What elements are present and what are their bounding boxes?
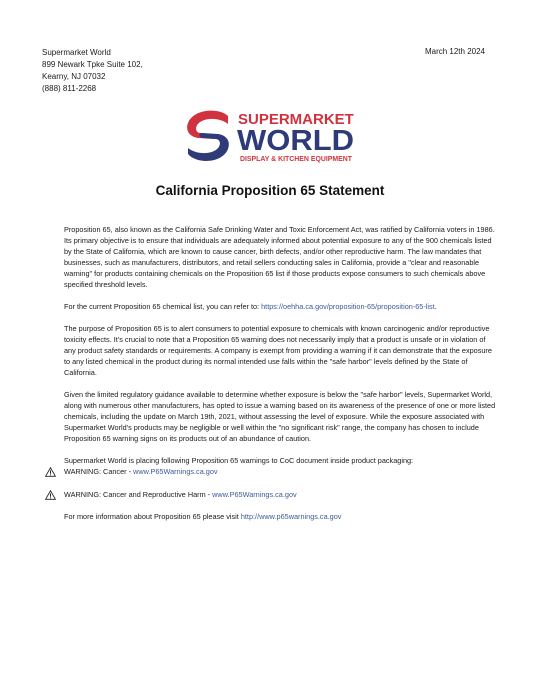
paragraph-purpose: The purpose of Proposition 65 is to alert consumers to potential exposure to chemicals with known carcinogenic and/or reproductive toxicity effects. It's crucial to note that a Proposition 65 warning does not necessarily imply that a product is unsafe or in violation of any product safety standards or requirements. A company is exempt from providing a warning if it can demonstrate that the exposure to any listed chemical in the product during its normal intended use falls within the "safe harbor" levels defined by the State of California.: [64, 324, 492, 377]
chemical-list-end: .: [434, 302, 437, 311]
paragraph-chemical-list: [64, 301, 498, 312]
paragraph-warnings-intro: Supermarket World is placing following Proposition 65 warnings to CoC document inside product packaging:: [64, 456, 414, 465]
more-info-link[interactable]: http://www.p65warnings.ca.gov: [240, 512, 342, 521]
sender-address-line1: 899 Newark Tpke Suite 102,: [42, 60, 143, 69]
warning-cancer-reproductive: [64, 489, 498, 500]
warning-cancer-link[interactable]: www.P65Warnings.ca.gov: [133, 467, 218, 476]
warning-triangle-icon: [45, 467, 56, 477]
page-title: California Proposition 65 Statement: [155, 183, 385, 198]
chemical-list-link[interactable]: https://oehha.ca.gov/proposition-65/proposition-65-list: [261, 302, 435, 311]
paragraph-intro: Proposition 65, also known as the California Safe Drinking Water and Toxic Enforcement Act, was ratified by California voters in 1986. Its primary objective is to ensure that individuals are adequately informed about potential exposure to any of the 900 chemicals listed by the State of California, which are known to cause cancer, birth defects, and/or other reproductive harm. The law mandates that businesses, such as manufacturers, distributors, and retail sellers conducting sales in California, provide a "clear and reasonable warning" for products containing chemicals on the Proposition 65 list if those products expose consumers to such chemicals above specified threshold levels.: [64, 225, 495, 289]
logo-line1: SUPERMARKET: [238, 111, 354, 128]
warning-reproductive-text: WARNING: Cancer and Reproductive Harm -: [64, 490, 213, 499]
more-info-text: For more information about Proposition 65 please visit: [64, 512, 241, 521]
logo-line2: WORLD: [237, 125, 354, 157]
sender-company: Supermarket World: [42, 48, 111, 57]
warning-reproductive-link[interactable]: www.P65Warnings.ca.gov: [212, 490, 297, 499]
logo-emblem: [187, 111, 229, 161]
sender-address-line2: Kearny, NJ 07032: [42, 72, 106, 81]
sender-address-block: [42, 47, 143, 95]
sender-phone: (888) 811-2268: [42, 84, 97, 93]
chemical-list-text: For the current Proposition 65 chemical list, you can refer to:: [64, 302, 262, 311]
document-body: [64, 224, 498, 522]
more-info: [64, 511, 498, 522]
logo-tagline: DISPLAY & KITCHEN EQUIPMENT: [240, 156, 353, 163]
warning-triangle-icon: [45, 490, 56, 500]
company-logo: [184, 107, 356, 165]
paragraph-safe-harbor: Given the limited regulatory guidance available to determine whether exposure is below the "safe harbor" levels, Supermarket World, along with numerous other manufacturers, has opted to issue a warning based on its awareness of the presence of one or more listed chemicals, including the update on March 19th, 2021, without assessing the level of exposure. While the exposure associated with Supermarket World's products may be negligible or well within the "no significant risk" range, the company has chosen to include Proposition 65 warning signs on its products out of an abundance of caution.: [64, 390, 496, 443]
warning-cancer-text: WARNING: Cancer -: [64, 467, 134, 476]
warning-cancer: [64, 466, 498, 477]
document-date: March 12th 2024: [424, 47, 485, 56]
